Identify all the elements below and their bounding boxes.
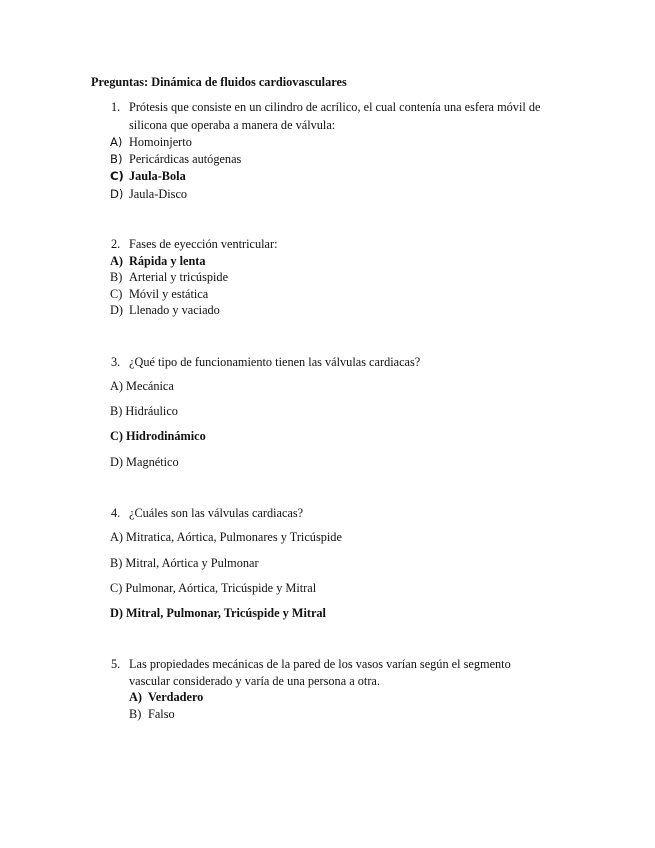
option-letter: A) — [110, 254, 123, 268]
q1-option-b — [110, 152, 241, 167]
q2-option-b — [110, 270, 228, 285]
option-letter: C) — [110, 169, 124, 183]
option-text: Pericárdicas autógenas — [129, 152, 242, 166]
question-5-text-cont: vascular considerado y varía de una persona a otra. — [129, 674, 380, 688]
option-letter: A) — [110, 135, 123, 149]
q3-option-a: A) Mecánica — [110, 379, 174, 393]
option-text: Móvil y estática — [129, 287, 209, 301]
option-text: Rápida y lenta — [129, 254, 206, 268]
option-text: Verdadero — [148, 690, 204, 704]
q3-option-c-correct: C) Hidrodinámico — [110, 429, 206, 443]
question-3-number: 3. — [111, 355, 121, 369]
q2-option-d — [110, 303, 220, 318]
q3-option-d: D) Magnético — [110, 455, 179, 469]
option-text: Jaula-Bola — [129, 169, 186, 183]
q2-option-c — [110, 287, 208, 302]
question-5-text: Las propiedades mecánicas de la pared de los vasos varían según el segmento — [129, 657, 511, 671]
q1-option-d — [110, 187, 187, 202]
option-text: Homoinjerto — [129, 135, 192, 149]
q2-option-a-correct — [110, 254, 206, 269]
option-text: Arterial y tricúspide — [129, 270, 229, 284]
option-text: Jaula-Disco — [129, 187, 188, 201]
option-text: Llenado y vaciado — [129, 303, 220, 317]
page-title: Preguntas: Dinámica de fluidos cardiovasculares — [91, 75, 347, 89]
q5-option-a-correct — [129, 690, 203, 705]
question-1-number: 1. — [111, 100, 121, 114]
option-letter: C) — [110, 287, 123, 301]
option-letter: B) — [129, 707, 142, 721]
question-5-number: 5. — [111, 657, 121, 671]
question-1-text: Prótesis que consiste en un cilindro de acrílico, el cual contenía una esfera móvil de — [129, 100, 541, 114]
q3-option-b: B) Hidráulico — [110, 404, 178, 418]
q5-option-b — [129, 707, 175, 722]
question-4-number: 4. — [111, 506, 121, 520]
q4-option-c: C) Pulmonar, Aórtica, Tricúspide y Mitral — [110, 581, 317, 595]
question-1-text-cont: silicona que operaba a manera de válvula: — [129, 118, 336, 132]
option-letter: B) — [110, 270, 123, 284]
option-text: Falso — [148, 707, 175, 721]
option-letter: A) — [129, 690, 142, 704]
q1-option-c-correct — [110, 169, 186, 184]
option-letter: D) — [110, 303, 123, 317]
question-2-text: Fases de eyección ventricular: — [129, 237, 278, 251]
option-letter: D) — [110, 187, 124, 201]
question-2-number: 2. — [111, 237, 121, 251]
q4-option-d-correct: D) Mitral, Pulmonar, Tricúspide y Mitral — [110, 606, 326, 620]
q4-option-b: B) Mitral, Aórtica y Pulmonar — [110, 556, 259, 570]
question-3-text: ¿Qué tipo de funcionamiento tienen las válvulas cardiacas? — [129, 355, 421, 369]
q1-option-a — [110, 135, 192, 150]
option-letter: B) — [110, 152, 123, 166]
q4-option-a: A) Mitratica, Aórtica, Pulmonares y Tricúspide — [110, 530, 342, 544]
question-4-text: ¿Cuáles son las válvulas cardiacas? — [129, 506, 304, 520]
